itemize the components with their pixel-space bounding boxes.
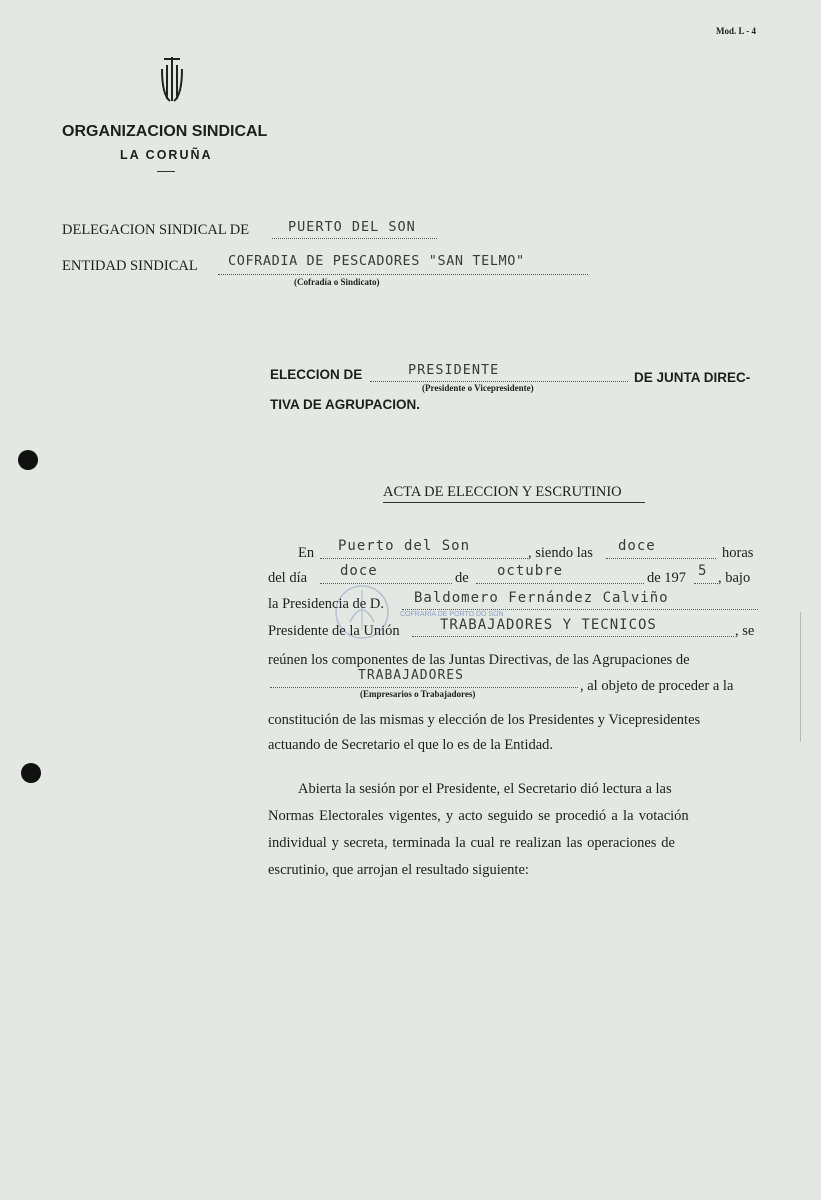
entidad-line xyxy=(218,274,588,275)
acta-de1: de xyxy=(455,570,469,586)
mes-line xyxy=(476,583,644,584)
stamp-text: COFRARÍA DE PORTO DO SON xyxy=(400,611,504,618)
eleccion-line xyxy=(370,381,628,382)
yoke-arrows-emblem-icon xyxy=(156,55,188,105)
lugar-value: Puerto del Son xyxy=(338,538,471,554)
agrupacion-value: TRABAJADORES xyxy=(358,668,464,683)
agrupacion-line xyxy=(270,687,578,688)
acta-title-underline xyxy=(383,502,645,503)
lugar-line xyxy=(320,558,528,559)
eleccion-hint: (Presidente o Vicepresidente) xyxy=(422,383,534,393)
eleccion-label: ELECCION DE xyxy=(270,367,363,382)
mes-value: octubre xyxy=(497,563,564,579)
eleccion-value: PRESIDENTE xyxy=(408,362,500,378)
paragraph2-line3: individual y secreta, terminada la cual re realizan las operaciones de xyxy=(268,835,675,851)
acta-se: , se xyxy=(735,623,755,639)
eleccion-line2: TIVA DE AGRUPACION. xyxy=(270,397,421,412)
organization-name: ORGANIZACION SINDICAL xyxy=(62,123,268,140)
acta-presidencia: la Presidencia de D. xyxy=(268,596,384,612)
acta-line4: reúnen los componentes de las Juntas Directivas, de las Agrupaciones de xyxy=(268,652,690,668)
paragraph2-line4: escrutinio, que arrojan el resultado siguiente: xyxy=(268,862,529,878)
acta-line7: actuando de Secretario el que lo es de la Entidad. xyxy=(268,737,554,753)
acta-objeto: , al objeto de proceder a la xyxy=(580,678,734,694)
union-value: TRABAJADORES Y TECNICOS xyxy=(440,617,657,633)
punch-hole-bottom xyxy=(21,763,41,783)
acta-del-dia: del día xyxy=(268,570,308,586)
eleccion-suffix: DE JUNTA DIREC- xyxy=(634,370,751,385)
agrupacion-hint: (Empresarios o Trabajadores) xyxy=(360,689,476,699)
acta-horas: horas xyxy=(722,545,754,561)
acta-en: En xyxy=(298,545,315,561)
acta-de-anio: de 197 xyxy=(647,570,687,586)
acta-bajo: , bajo xyxy=(718,570,751,586)
dia-value: doce xyxy=(340,563,378,579)
anio-line xyxy=(694,583,718,584)
entidad-hint: (Cofradía o Sindicato) xyxy=(294,277,380,287)
paper-fold-mark xyxy=(800,612,801,742)
hora-value: doce xyxy=(618,538,656,554)
entidad-label: ENTIDAD SINDICAL xyxy=(62,258,198,274)
hora-line xyxy=(606,558,716,559)
header-divider xyxy=(157,171,175,172)
acta-siendo: , siendo las xyxy=(528,545,593,561)
entidad-value: COFRADIA DE PESCADORES "SAN TELMO" xyxy=(228,253,525,269)
acta-title: ACTA DE ELECCION Y ESCRUTINIO xyxy=(383,484,622,500)
delegacion-line xyxy=(272,238,437,239)
delegacion-value: PUERTO DEL SON xyxy=(288,219,416,235)
anio-digit: 5 xyxy=(698,563,708,579)
paragraph2-line1: Abierta la sesión por el Presidente, el Secretario dió lectura a las xyxy=(298,781,672,797)
delegacion-label: DELEGACION SINDICAL DE xyxy=(62,222,250,238)
presidente-nombre: Baldomero Fernández Calviño xyxy=(414,590,669,606)
form-code: Mod. L - 4 xyxy=(716,26,757,36)
acta-presidente-union: Presidente de la Unión xyxy=(268,623,400,639)
punch-hole-top xyxy=(18,450,38,470)
paragraph2-line2: Normas Electorales vigentes, y acto seguido se procedió a la votación xyxy=(268,808,689,824)
acta-line6: constitución de las mismas y elección de los Presidentes y Vicepresidentes xyxy=(268,712,701,728)
city-name: LA CORUÑA xyxy=(120,148,213,162)
